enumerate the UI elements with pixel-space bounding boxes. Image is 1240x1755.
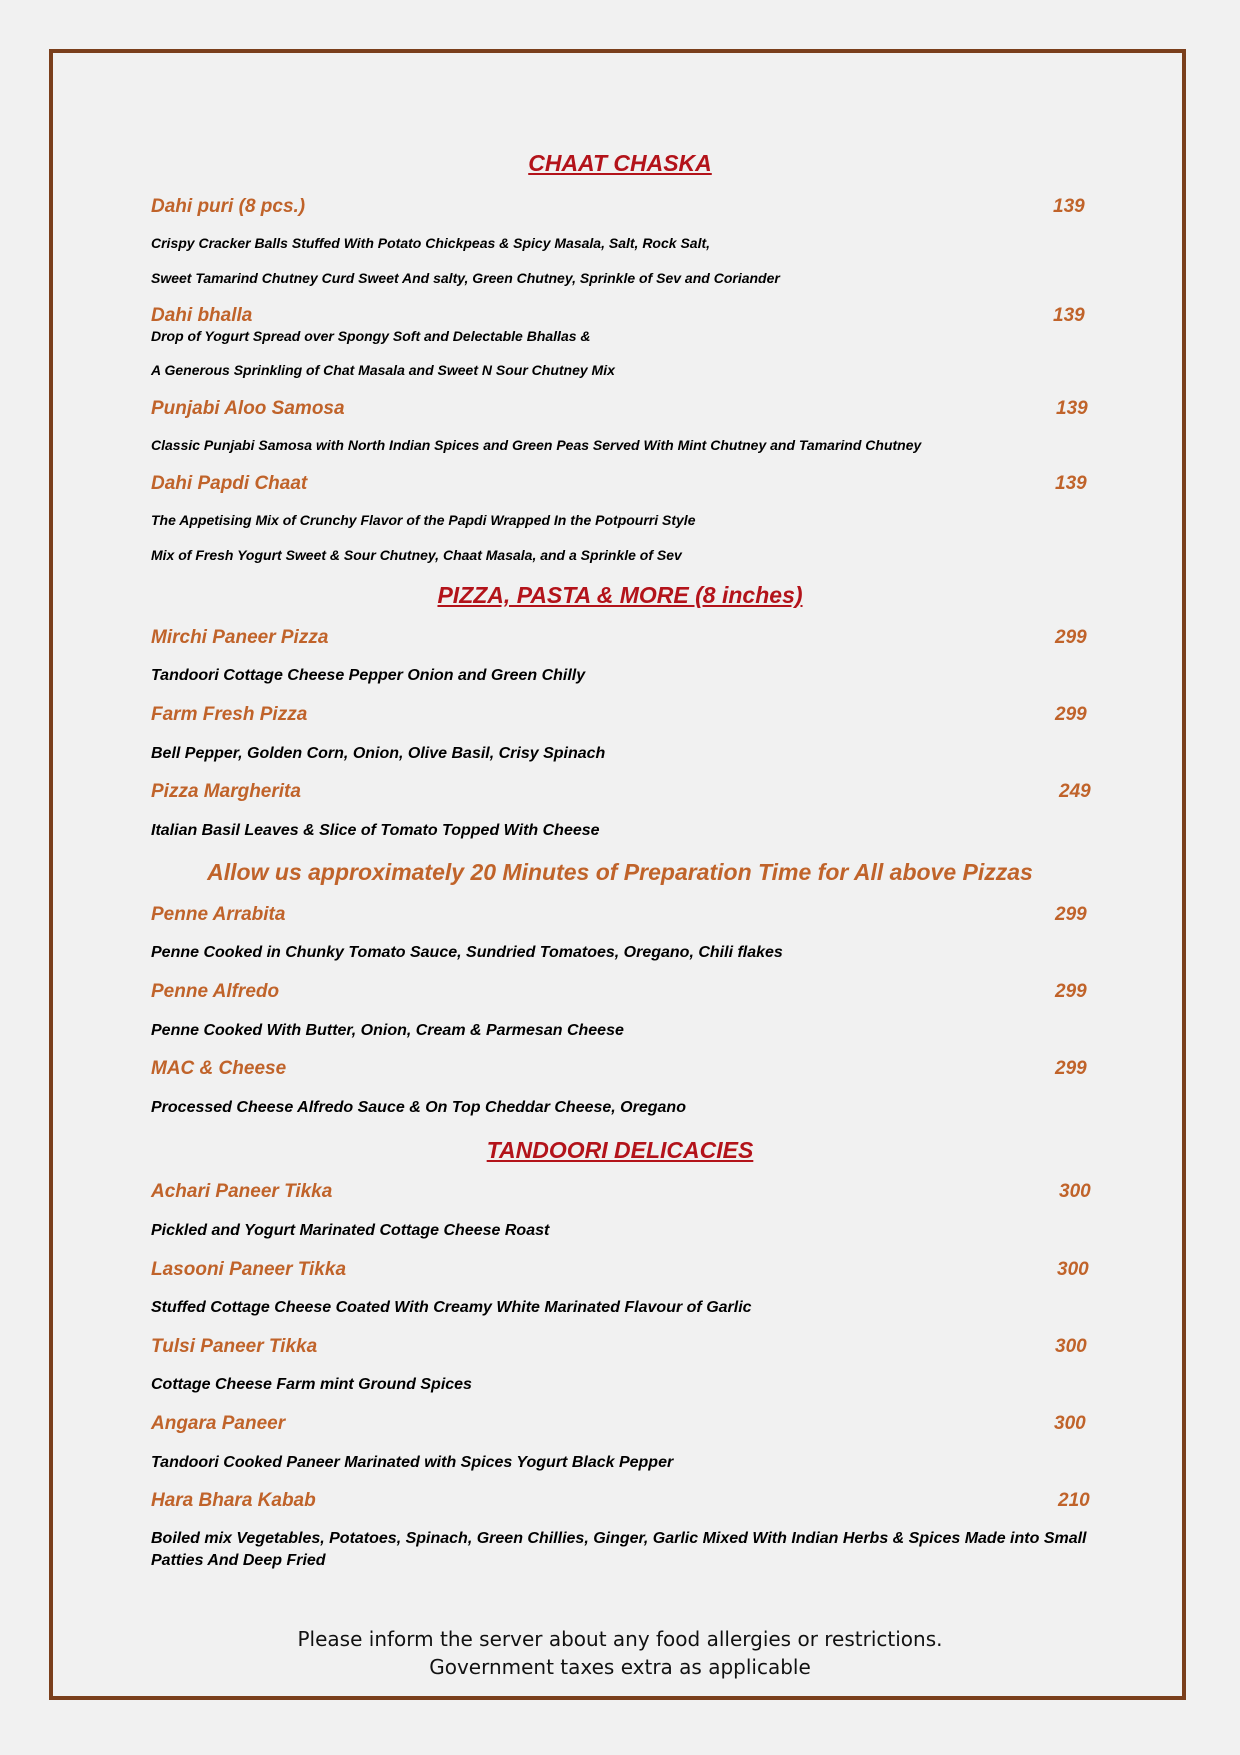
item-name-achari-paneer-tikka: Achari Paneer Tikka: [151, 1181, 333, 1202]
item-name-farm-fresh-pizza: Farm Fresh Pizza: [151, 704, 308, 725]
item-price-farm-fresh-pizza: 299: [1055, 704, 1087, 725]
item-name-mirchi-paneer-pizza: Mirchi Paneer Pizza: [151, 627, 329, 648]
item-price-penne-arrabita: 299: [1055, 904, 1087, 925]
item-price-dahi-bhalla: 139: [1053, 305, 1085, 326]
item-name-punjabi-aloo-samosa: Punjabi Aloo Samosa: [151, 398, 345, 419]
item-name-lasooni-paneer-tikka: Lasooni Paneer Tikka: [151, 1259, 347, 1280]
item-name-angara-paneer: Angara Paneer: [151, 1413, 286, 1434]
item-desc-mirchi-paneer-pizza: Tandoori Cottage Cheese Pepper Onion and Green Chilly: [151, 667, 586, 684]
item-name-dahi-papdi-chaat: Dahi Papdi Chaat: [151, 473, 308, 494]
item-name-dahi-bhalla: Dahi bhalla: [151, 305, 253, 326]
pizza-preparation-note: Allow us approximately 20 Minutes of Preparation Time for All above Pizzas: [207, 859, 1033, 885]
item-desc-dahi-puri-1: Crispy Cracker Balls Stuffed With Potato Chickpeas & Spicy Masala, Salt, Rock Salt,: [151, 235, 711, 251]
footer-allergy-note: Please inform the server about any food allergies or restrictions.: [297, 1627, 943, 1651]
item-desc-tulsi-paneer-tikka: Cottage Cheese Farm mint Ground Spices: [151, 1376, 472, 1393]
item-desc-pizza-margherita: Italian Basil Leaves & Slice of Tomato Topped With Cheese: [151, 822, 600, 839]
section-title-pizza-pasta: PIZZA, PASTA & MORE (8 inches): [437, 582, 803, 608]
item-price-dahi-papdi-chaat: 139: [1055, 473, 1087, 494]
item-price-pizza-margherita: 249: [1059, 781, 1091, 802]
item-desc-angara-paneer: Tandoori Cooked Paneer Marinated with Spices Yogurt Black Pepper: [151, 1454, 674, 1471]
item-price-mac-cheese: 299: [1055, 1058, 1087, 1079]
footer-tax-note: Government taxes extra as applicable: [429, 1655, 811, 1679]
item-desc-penne-alfredo: Penne Cooked With Butter, Onion, Cream & Parmesan Cheese: [151, 1022, 624, 1039]
item-desc-dahi-papdi-chaat-1: The Appetising Mix of Crunchy Flavor of the Papdi Wrapped In the Potpourri Style: [151, 512, 696, 528]
item-desc-dahi-bhalla-1: Drop of Yogurt Spread over Spongy Soft and Delectable Bhallas &: [151, 328, 591, 344]
item-desc-hara-bhara-kabab: Boiled mix Vegetables, Potatoes, Spinach, Green Chillies, Ginger, Garlic Mixed With Indian Herbs & Spices Made into Small Patties And Deep Fried: [151, 1530, 1087, 1569]
section-title-tandoori-delicacies: TANDOORI DELICACIES: [486, 1137, 754, 1163]
item-price-achari-paneer-tikka: 300: [1059, 1181, 1091, 1202]
item-desc-dahi-puri-2: Sweet Tamarind Chutney Curd Sweet And salty, Green Chutney, Sprinkle of Sev and Coriander: [151, 270, 780, 286]
item-desc-achari-paneer-tikka: Pickled and Yogurt Marinated Cottage Cheese Roast: [151, 1222, 550, 1239]
item-desc-lasooni-paneer-tikka: Stuffed Cottage Cheese Coated With Creamy White Marinated Flavour of Garlic: [151, 1299, 752, 1316]
item-price-tulsi-paneer-tikka: 300: [1055, 1336, 1087, 1357]
item-price-hara-bhara-kabab: 210: [1058, 1490, 1090, 1511]
item-desc-dahi-bhalla-2: A Generous Sprinkling of Chat Masala and Sweet N Sour Chutney Mix: [151, 362, 615, 378]
item-price-punjabi-aloo-samosa: 139: [1056, 398, 1088, 419]
item-price-lasooni-paneer-tikka: 300: [1057, 1259, 1089, 1280]
item-desc-dahi-papdi-chaat-2: Mix of Fresh Yogurt Sweet & Sour Chutney, Chaat Masala, and a Sprinkle of Sev: [151, 547, 682, 563]
item-name-hara-bhara-kabab: Hara Bhara Kabab: [151, 1490, 316, 1511]
item-name-tulsi-paneer-tikka: Tulsi Paneer Tikka: [151, 1336, 318, 1357]
item-name-dahi-puri: Dahi puri (8 pcs.): [151, 196, 306, 217]
item-desc-punjabi-aloo-samosa: Classic Punjabi Samosa with North Indian Spices and Green Peas Served With Mint Chutney and Tamarind Chutney: [151, 437, 922, 453]
item-name-mac-cheese: MAC & Cheese: [151, 1058, 287, 1079]
item-name-penne-alfredo: Penne Alfredo: [151, 981, 280, 1002]
item-price-dahi-puri: 139: [1053, 196, 1085, 217]
item-name-pizza-margherita: Pizza Margherita: [151, 781, 301, 802]
section-title-chaat-chaska: CHAAT CHASKA: [528, 150, 712, 176]
item-desc-farm-fresh-pizza: Bell Pepper, Golden Corn, Onion, Olive Basil, Crisy Spinach: [151, 745, 606, 762]
item-name-penne-arrabita: Penne Arrabita: [151, 904, 286, 925]
item-desc-penne-arrabita: Penne Cooked in Chunky Tomato Sauce, Sundried Tomatoes, Oregano, Chili flakes: [151, 944, 783, 961]
item-price-penne-alfredo: 299: [1055, 981, 1087, 1002]
item-desc-mac-cheese: Processed Cheese Alfredo Sauce & On Top Cheddar Cheese, Oregano: [151, 1099, 686, 1116]
item-price-angara-paneer: 300: [1054, 1413, 1086, 1434]
item-price-mirchi-paneer-pizza: 299: [1055, 627, 1087, 648]
